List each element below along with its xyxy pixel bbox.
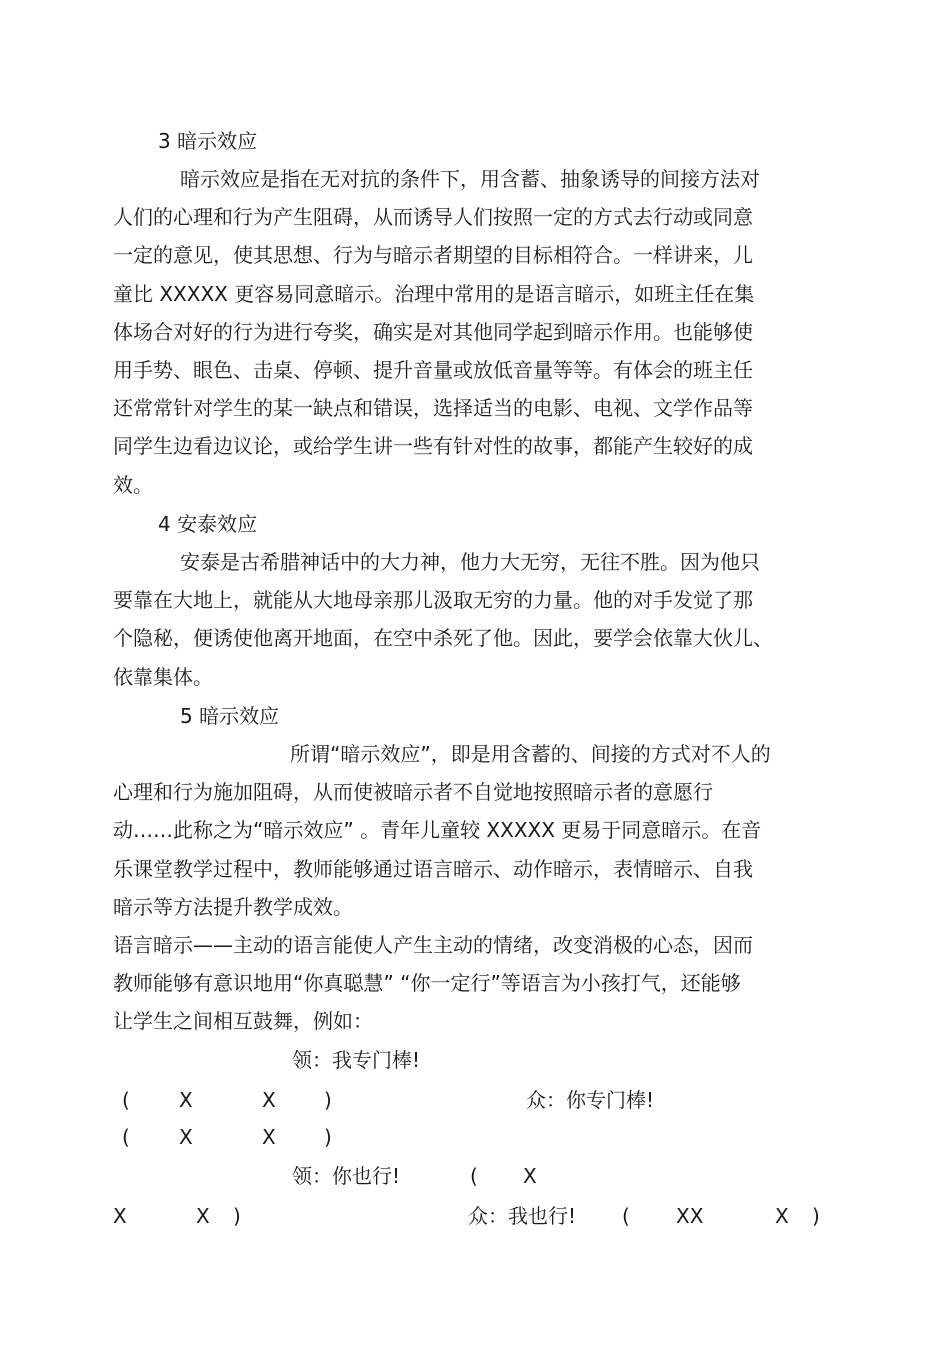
section-5-line: 语言暗示——主动的语言能使人产生主动的情绪，改变消极的心态，因而 [113, 933, 753, 957]
section-4-line: 依靠集体。 [113, 665, 213, 689]
section-5-line: 暗示等方法提升教学成效。 [113, 895, 353, 919]
chant-beat-x: X [523, 1164, 537, 1188]
section-3-line: 还常常针对学生的某一缺点和错误，选择适当的电影、电视、文学作品等 [113, 396, 753, 420]
chant-lead-line: 领：你也行! [292, 1164, 401, 1188]
section-3-line: 暗示效应是指在无对抗的条件下，用含蓄、抽象诱导的间接方法对 [180, 167, 760, 191]
section-5-heading: 5 暗示效应 [180, 704, 280, 728]
chant-paren-open: ( [470, 1164, 478, 1188]
section-3-line: 同学生边看边议论，或给学生讲一些有针对性的故事，都能产生较好的成 [113, 434, 753, 458]
chant-paren-close: ) [233, 1204, 241, 1228]
chant-beat-x: X [262, 1088, 276, 1112]
section-3-line: 效。 [113, 473, 153, 497]
chant-beat-xx: XX [676, 1204, 704, 1228]
chant-paren-open: ( [122, 1125, 130, 1149]
section-3-line: 童比 XXXXX 更容易同意暗示。治理中常用的是语言暗示，如班主任在集 [113, 282, 755, 306]
chant-beat-x: X [196, 1204, 210, 1228]
chant-paren-open: ( [622, 1204, 630, 1228]
chant-crowd-line: 众：我也行! [468, 1204, 577, 1228]
section-4-line: 个隐秘，便诱使他离开地面，在空中杀死了他。因此，要学会依靠大伙儿、 [113, 626, 773, 650]
section-5-line: 乐课堂教学过程中，教师能够通过语言暗示、动作暗示，表情暗示、自我 [113, 857, 753, 881]
section-3-heading: 3 暗示效应 [158, 129, 258, 153]
chant-beat-x: X [113, 1204, 127, 1228]
chant-paren-close: ) [324, 1125, 332, 1149]
section-4-line: 要靠在大地上，就能从大地母亲那儿汲取无穷的力量。他的对手发觉了那 [113, 588, 753, 612]
section-4-heading: 4 安泰效应 [158, 512, 258, 536]
section-5-line: 动……此称之为“暗示效应” 。青年儿童较 XXXXX 更易于同意暗示。在音 [113, 818, 762, 842]
chant-crowd-line: 众：你专门棒! [526, 1088, 655, 1112]
section-3-line: 体场合对好的行为进行夸奖，确实是对其他同学起到暗示作用。也能够使 [113, 320, 753, 344]
section-4-line: 安泰是古希腊神话中的大力神，他力大无穷，无往不胜。因为他只 [180, 550, 760, 574]
chant-paren-close: ) [812, 1204, 820, 1228]
chant-paren-close: ) [324, 1088, 332, 1112]
chant-beat-x: X [179, 1125, 193, 1149]
chant-beat-x: X [775, 1204, 789, 1228]
section-5-line: 教师能够有意识地用“你真聪慧” “你一定行”等语言为小孩打气，还能够 [113, 971, 741, 995]
section-3-line: 一定的意见，使其思想、行为与暗示者期望的目标相符合。一样讲来，儿 [113, 243, 753, 267]
section-5-line: 心理和行为施加阻碍，从而使被暗示者不自觉地按照暗示者的意愿行 [113, 780, 713, 804]
chant-paren-open: ( [122, 1088, 130, 1112]
chant-beat-x: X [262, 1125, 276, 1149]
section-5-line: 让学生之间相互鼓舞，例如： [113, 1009, 373, 1033]
chant-lead-line: 领：我专门棒! [292, 1048, 421, 1072]
chant-beat-x: X [179, 1088, 193, 1112]
section-3-line: 用手势、眼色、击桌、停顿、提升音量或放低音量等等。有体会的班主任 [113, 358, 753, 382]
section-3-line: 人们的心理和行为产生阻碍，从而诱导人们按照一定的方式去行动或同意 [113, 205, 753, 229]
section-5-line: 所谓“暗示效应”，即是用含蓄的、间接的方式对不人的 [290, 742, 771, 766]
